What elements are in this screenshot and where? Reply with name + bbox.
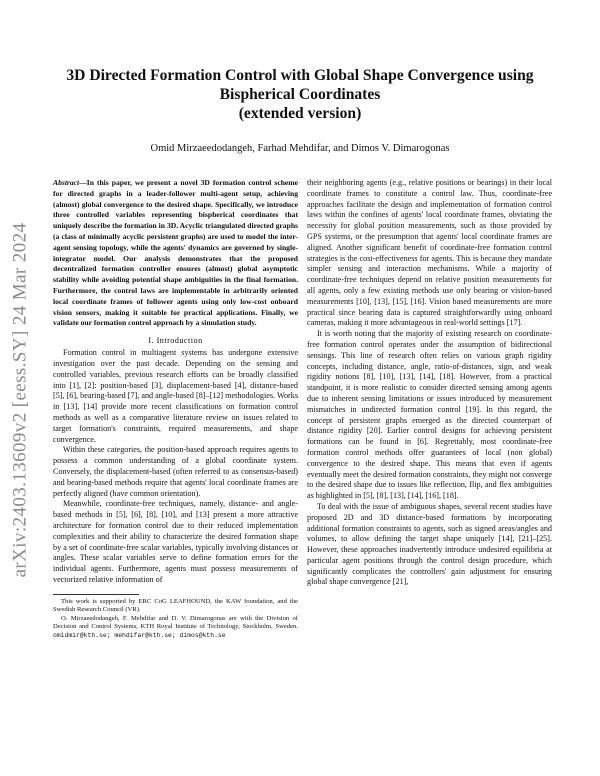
author-list: Omid Mirzaeedodangeh, Farhad Mehdifar, and Dimos V. Dimarogonas — [150, 143, 450, 154]
right-column — [307, 178, 552, 588]
abstract: Abstract—In this paper, we present a novel 3D formation control scheme for directed graphs in a leader-follower multi-agent setup, achieving (almost) global convergence to the desired shape. Specifically, we introduce three controlled variables representing bispherical coordinates that uniquely describe the formation in 3D. Acyclic triangulated directed graphs (a class of minimally acyclic persistent graphs) are used to model the inter-agent sensing topology, while the agents' dynamics are governed by single-integrator model. Our analysis demonstrates that the proposed decentralized formation controller ensures (almost) global asymptotic stability while avoiding potential shape ambiguities in the final formation. Furthermore, the control laws are implementable in arbitrarily oriented local coordinate frames of follower agents using only low-cost onboard vision sensors, making it suitable for practical applications. Finally, we validate our formation control approach by a simulation study. — [53, 178, 298, 328]
arxiv-identifier-margin — [2, 200, 38, 600]
intro-paragraph-3: Meanwhile, coordinate-free techniques, namely, distance- and angle-based methods in [5], [6], [8], [10], and [13] present a more attractive architecture for formation control due to their reduced implementation complexities and their ability to characterize the desired formation shape by a set of coordinate-free scalar variables, typically involving distances or angles. These scalar variables serve to define formation errors for the individual agents. Furthermore, agents must possess measurements of vectorized relative information of — [53, 499, 298, 584]
intro-paragraph-2: Within these categories, the position-based approach requires agents to possess a common understanding of a global coordinate system. Conversely, the displacement-based (often referred to as consensus-based) and bearing-based methods require that agents' local coordinate frames are perfectly aligned (have common orientation). — [53, 445, 298, 498]
footnote-affiliation — [53, 615, 298, 641]
intro-paragraph-1: Formation control in multiagent systems has undergone extensive investigation over the past decade. Depending on the sensing and controlled variables, previous research efforts can be broadly classified into [1], [2]: position-based [3], displacement-based [4], distance-based [5], [6], bearing-based [7], and angle-based [8]–[12] methodologies. Works in [13], [14] provide more recent classifications on formation control methods as well as a comparative literature review on issues related to target formation's constraints, required measurements, and shape convergence. — [53, 348, 298, 444]
paper-title — [45, 66, 555, 123]
abstract-text: In this paper, we present a novel 3D formation control scheme for directed graphs in a leader-follower multi-agent setup, achieving (almost) global convergence to the desired shape. Specifically, we introduce three controlled variables representing bispherical coordinates that uniquely describe the formation in 3D. Acyclic triangulated directed graphs (a class of minimally acyclic persistent graphs) are used to model the inter-agent sensing topology, while the agents' dynamics are governed by single-integrator model. Our analysis demonstrates that the proposed decentralized formation controller ensures (almost) global asymptotic stability while avoiding potential shape ambiguities in the final formation. Furthermore, the control laws are implementable in arbitrarily oriented local coordinate frames of follower agents using only low-cost onboard vision sensors, making it suitable for practical applications. Finally, we validate our formation control approach by a simulation study. — [53, 178, 298, 328]
title-line-2: Bispherical Coordinates — [219, 86, 381, 103]
footnote-affiliation-text: O. Mirzaeedodangeh, F. Mehdifar and D. V. Dimarogonas are with the Division of Decision and Control Systems, KTH Royal Institute of Technology, Stockholm, Sweden. — [53, 614, 298, 631]
intro-paragraph-4: It is worth noting that the majority of existing research on coordinate-free formation control operates under the assumption of bidirectional sensings. This line of research often relies on various graph rigidity concepts, including distance, angle, ratio-of-distances, sign, and weak rigidity notions [8], [10], [13], [14], [18]. However, from a practical standpoint, it is more realistic to consider directed sensing among agents due to inherent sensing limitations or issues introduced by measurement mismatches in undirected formation control [19]. In this regard, the concept of persistent graphs emerged as the directed counterpart of distance rigidity [20]. Earlier control designs for achieving persistent formations can be found in [6]. Regrettably, most coordinate-free formation control methods offer guarantees of local (non global) convergence to the desired shape. This means that even if agents eventually meet the desired formation constraints, they might not converge to the desired shape due to issues like reflection, flip, and flex ambiguities as highlighted in [5], [8], [13], [14], [16], [18]. — [307, 329, 552, 501]
left-column — [53, 178, 298, 641]
footnote-rule — [53, 594, 139, 595]
footnote-funding: This work is supported by ERC CoG LEAFHOUND, the KAW foundation, and the Swedish Research Council (VR). — [53, 597, 298, 614]
section-heading-introduction: I. Introduction — [148, 336, 203, 346]
intro-paragraph-5: To deal with the issue of ambiguous shapes, several recent studies have proposed 2D and 3D distance-based formations by incorporating additional formation constraints to agents, such as signed areas/angles and volumes, to allow defining the target shape uniquely [14], [21]–[25]. However, these approaches inadvertently introduce undesired equilibria at particular agent positions through the control design procedure, which significantly complicates the controllers' gain adjustment for ensuring global shape convergence [21], — [307, 501, 552, 587]
title-line-1: 3D Directed Formation Control with Global Shape Convergence using — [66, 67, 534, 84]
author-emails: omidmir@kth.se; mehdifar@kth.se; dimos@kth.se — [53, 632, 226, 640]
intro-paragraph-continued: their neighboring agents (e.g., relative positions or bearings) in their local coordinate frames to constitute a control law. Thus, coordinate-free approaches facilitate the design and implementation of formation control laws within the confines of agents' local coordinate frames, obviating the necessity for global position measurements, such as those provided by GPS systems, or the presumption that agents' local coordinate frames are aligned. Another significant benefit of coordinate-free formation control strategies is the cost-effectiveness for agents. This is because they mandate simpler sensing and interaction mechanisms. While a majority of coordinate-free techniques depend on relative position measurements for all agents, only a few existing methods use only bearing or vision-based measurements [10], [13], [15], [16]. Vision based measurements are more practical since bearing data is captured straightforwardly using onboard cameras, making it more advantageous in real-world settings [17]. — [307, 178, 552, 328]
abstract-label: Abstract — [53, 178, 80, 187]
arxiv-identifier: arXiv:2403.13609v2 [eess.SY] 24 Mar 2024 — [9, 222, 31, 578]
title-line-3: (extended version) — [238, 105, 362, 122]
